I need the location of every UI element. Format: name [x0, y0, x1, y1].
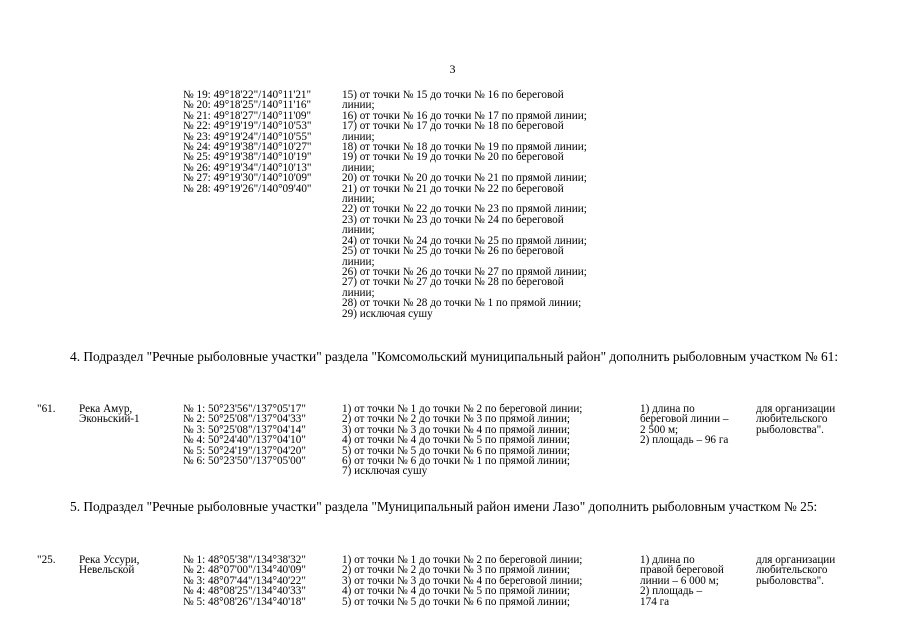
entry-name — [79, 404, 140, 425]
boundary-line: 17) от точки № 17 до точки № 18 по береговой — [342, 120, 564, 133]
entry-params-line: 174 га — [640, 595, 670, 608]
continuation-points — [183, 90, 312, 194]
page-number: 3 — [449, 62, 456, 76]
entry-purpose-line: любительского — [756, 564, 828, 577]
paragraph-5: 5. Подраздел "Речные рыболовные участки" раздела "Муниципальный район имени Лазо" дополнить рыболовным участком № 25: — [70, 499, 818, 514]
boundary-line: 20) от точки № 20 до точки № 21 по прямой линии; — [342, 172, 587, 185]
boundary-line: 15) от точки № 15 до точки № 16 по береговой — [342, 89, 564, 101]
boundary-line: 19) от точки № 19 до точки № 20 по береговой — [342, 151, 564, 164]
entry-boundaries-line: 2) от точки № 2 до точки № 3 по прямой линии; — [342, 564, 571, 577]
entry-params-line: береговой линии – — [640, 413, 729, 426]
entry-number: "25. — [37, 554, 56, 566]
entry-params-line: линии – 6 000 м; — [640, 574, 719, 587]
entry-points-line: № 4: 50°24'40"/137°04'10" — [183, 434, 306, 447]
entry-number: "61. — [37, 403, 56, 415]
entry-params-line: 2 500 м; — [640, 423, 679, 436]
paragraph-4: 4. Подраздел "Речные рыболовные участки" раздела "Комсомольский муниципальный район" дополнить рыболовным участком № 61: — [70, 349, 839, 364]
entry-boundaries-line: 5) от точки № 5 до точки № 6 по прямой линии; — [342, 595, 571, 608]
entry-name-line: Река Уссури, — [79, 554, 140, 566]
entry-boundaries — [342, 404, 582, 477]
entry-params — [640, 555, 724, 607]
entry-boundaries — [342, 555, 582, 607]
boundary-line: линии; — [342, 99, 375, 112]
entry-name-line: Невельской — [79, 564, 135, 577]
point-coordinate: № 21: 49°18'27"/140°11'09" — [183, 109, 312, 122]
boundary-line: линии; — [342, 130, 375, 143]
point-coordinate: № 19: 49°18'22"/140°11'21" — [183, 89, 312, 101]
boundary-line: 26) от точки № 26 до точки № 27 по прямой линии; — [342, 265, 587, 278]
entry-params — [640, 404, 728, 446]
entry-purpose-line: любительского — [756, 413, 828, 426]
entry-points-line: № 6: 50°23'50"/137°05'00" — [183, 455, 306, 468]
entry-boundaries-line: 4) от точки № 4 до точки № 5 по прямой линии; — [342, 585, 571, 598]
entry-purpose-line: рыболовства". — [756, 423, 824, 436]
boundary-line: 27) от точки № 27 до точки № 28 по береговой — [342, 276, 564, 289]
entry-points-line: № 5: 48°08'26"/134°40'18" — [183, 595, 306, 608]
boundary-line: 24) от точки № 24 до точки № 25 по прямой линии; — [342, 234, 587, 247]
boundary-line: 23) от точки № 23 до точки № 24 по береговой — [342, 213, 564, 226]
boundary-line: 28) от точки № 28 до точки № 1 по прямой линии; — [342, 297, 582, 310]
boundary-line: 21) от точки № 21 до точки № 22 по береговой — [342, 182, 564, 195]
entry-name-line: Река Амур, — [79, 403, 133, 415]
entry-purpose — [756, 555, 835, 586]
entry-boundaries-line: 2) от точки № 2 до точки № 3 по прямой линии; — [342, 413, 571, 426]
entry-points-line: № 1: 48°05'38"/134°38'32" — [183, 554, 306, 566]
entry-params-line: 1) длина по — [640, 403, 695, 415]
entry-params-line: 2) площадь – 96 га — [640, 434, 729, 447]
boundary-line: 16) от точки № 16 до точки № 17 по прямой линии; — [342, 109, 587, 122]
entry-boundaries-line: 7) исключая сушу — [342, 465, 428, 478]
entry-boundaries-line: 3) от точки № 3 до точки № 4 по береговой линии; — [342, 574, 583, 587]
entry-name-line: Эконьский-1 — [79, 413, 140, 426]
boundary-line: 25) от точки № 25 до точки № 26 по береговой — [342, 245, 564, 258]
entry-points-line: № 3: 48°07'44"/134°40'22" — [183, 574, 306, 587]
boundary-line: 18) от точки № 18 до точки № 19 по прямой линии; — [342, 141, 587, 154]
point-coordinate: № 20: 49°18'25"/140°11'16" — [183, 99, 312, 112]
boundary-line: линии; — [342, 193, 375, 206]
boundary-line: линии; — [342, 161, 375, 174]
entry-points — [183, 404, 306, 466]
entry-points-line: № 5: 50°24'19"/137°04'20" — [183, 444, 306, 457]
entry-purpose — [756, 404, 835, 435]
entry-boundaries-line: 3) от точки № 3 до точки № 4 по прямой линии; — [342, 423, 571, 436]
entry-points-line: № 2: 48°07'00"/134°40'09" — [183, 564, 306, 577]
entry-points-line: № 3: 50°25'08"/137°04'14" — [183, 423, 306, 436]
continuation-boundaries — [342, 90, 587, 319]
entry-points-line: № 1: 50°23'56"/137°05'17" — [183, 403, 306, 415]
boundary-line: 29) исключая сушу — [342, 307, 433, 320]
entry-points-line: № 4: 48°08'25"/134°40'33" — [183, 585, 306, 598]
entry-purpose-line: для организации — [756, 403, 836, 415]
boundary-line: линии; — [342, 286, 375, 299]
entry-purpose-line: рыболовства". — [756, 574, 824, 587]
boundary-line: 22) от точки № 22 до точки № 23 по прямой линии; — [342, 203, 587, 216]
boundary-line: линии; — [342, 255, 375, 268]
point-coordinate: № 25: 49°19'38"/140°10'19" — [183, 151, 312, 164]
entry-points — [183, 555, 306, 607]
entry-name — [79, 555, 139, 576]
point-coordinate: № 27: 49°19'30"/140°10'09" — [183, 172, 312, 185]
entry-params-line: 1) длина по — [640, 554, 695, 566]
entry-boundaries-line: 1) от точки № 1 до точки № 2 по береговой линии; — [342, 403, 583, 415]
point-coordinate: № 22: 49°19'19"/140°10'53" — [183, 120, 312, 133]
point-coordinate: № 24: 49°19'38"/140°10'27" — [183, 141, 312, 154]
boundary-line: линии; — [342, 224, 375, 237]
entry-boundaries-line: 5) от точки № 5 до точки № 6 по прямой линии; — [342, 444, 571, 457]
point-coordinate: № 23: 49°19'24"/140°10'55" — [183, 130, 312, 143]
entry-boundaries-line: 1) от точки № 1 до точки № 2 по береговой линии; — [342, 554, 583, 566]
entry-params-line: правой береговой — [640, 564, 724, 577]
point-coordinate: № 28: 49°19'26"/140°09'40" — [183, 182, 312, 195]
entry-boundaries-line: 4) от точки № 4 до точки № 5 по прямой линии; — [342, 434, 571, 447]
entry-purpose-line: для организации — [756, 554, 836, 566]
entry-points-line: № 2: 50°25'08"/137°04'33" — [183, 413, 306, 426]
entry-params-line: 2) площадь – — [640, 585, 703, 598]
entry-boundaries-line: 6) от точки № 6 до точки № 1 по прямой линии; — [342, 455, 571, 468]
point-coordinate: № 26: 49°19'34"/140°10'13" — [183, 161, 312, 174]
